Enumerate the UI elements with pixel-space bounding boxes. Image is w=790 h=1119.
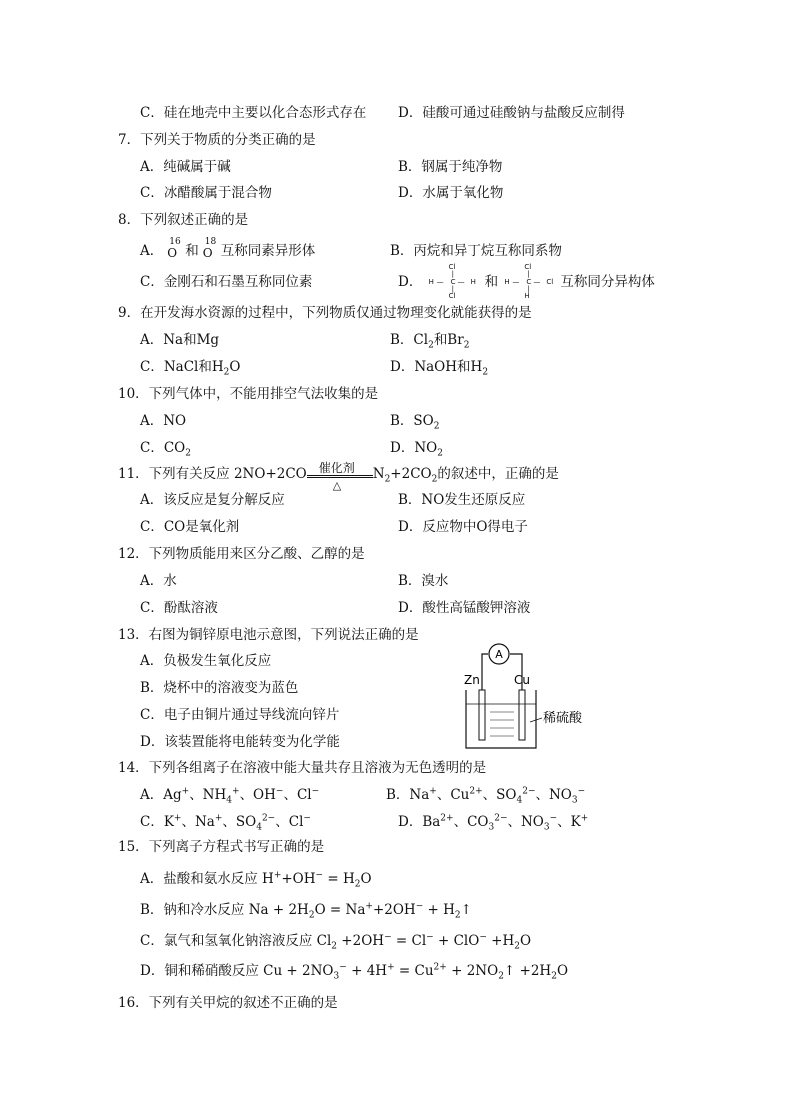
ammeter-label: A	[495, 648, 503, 661]
option-8b: B．丙烷和异丁烷互称同系物	[390, 243, 562, 259]
text: C．氯气和氢氧化钠溶液反应 Cl	[140, 933, 332, 949]
option-14d	[398, 813, 588, 831]
option-text: 互称同素异形体	[220, 243, 316, 259]
subscript: 4	[516, 795, 523, 806]
question-12: 12．下列物质能用来区分乙酸、乙醇的是	[118, 546, 365, 562]
text: D．NO	[390, 440, 438, 456]
option-13d: D．该装置能将电能转变为化学能	[140, 734, 340, 750]
text: ↑	[460, 902, 472, 918]
zinc-electrode	[479, 690, 485, 740]
text: C．K	[140, 814, 174, 830]
subscript: 2	[437, 448, 443, 459]
charge: 2+	[440, 813, 454, 824]
charge: +	[181, 786, 190, 797]
subscript: 2	[454, 910, 461, 921]
text: +OH	[281, 871, 316, 887]
option-11a: A．该反应是复分解反应	[140, 492, 285, 508]
option-9d	[390, 358, 488, 376]
text: +2OH	[372, 902, 416, 918]
bond-right: —	[457, 278, 465, 286]
text: = H	[323, 871, 355, 887]
text: A．盐酸和氨水反应 H	[140, 871, 274, 887]
option-9a: A．Na和Mg	[140, 332, 220, 348]
isotope-o16	[163, 237, 185, 260]
text: 、OH	[239, 787, 276, 803]
text: 的叙述中，正确的是	[437, 466, 559, 482]
option-10a: A．NO	[140, 413, 187, 429]
isotope-o18	[199, 237, 221, 260]
bond-bottom: |	[527, 285, 530, 293]
charge: −	[426, 932, 434, 943]
text: + ClO	[433, 933, 480, 949]
charge: −	[315, 870, 324, 881]
charge: 2+	[469, 786, 483, 797]
charge: −	[577, 786, 586, 797]
atom-top: Cl	[448, 263, 456, 271]
text: + H	[423, 902, 455, 918]
option-12b: B．溴水	[398, 573, 449, 589]
question-10: 10．下列气体中，不能用排空气法收集的是	[118, 386, 379, 402]
atom-top: Cl	[524, 263, 532, 271]
text: 和Br	[433, 332, 464, 348]
mass-number: 18	[204, 237, 217, 247]
charge: 2−	[522, 786, 536, 797]
text: D．铜和稀硝酸反应 Cu + 2NO	[140, 963, 334, 979]
reaction-condition-arrow	[307, 461, 373, 492]
text: 、Cl	[275, 814, 304, 830]
element-symbol: O	[167, 246, 178, 260]
solution-label: 稀硫酸	[543, 711, 583, 726]
subscript: 2	[431, 474, 438, 485]
atom-left: H	[428, 278, 434, 286]
option-15a	[140, 870, 372, 888]
text: 、NH	[189, 787, 227, 803]
charge: +	[232, 786, 240, 797]
structural-formula-2	[502, 263, 560, 300]
bond-left: —	[436, 278, 444, 286]
subscript: 2	[354, 879, 361, 890]
text: C．CO	[140, 440, 186, 456]
subscript: 3	[488, 822, 495, 833]
question-13: 13．右图为铜锌原电池示意图，下列说法正确的是	[118, 627, 419, 643]
option-12d: D．酸性高锰酸钾溶液	[398, 600, 531, 616]
option-9c	[140, 358, 240, 376]
option-12c: C．酚酞溶液	[140, 600, 218, 616]
charge: +	[173, 813, 182, 824]
text: O	[556, 963, 569, 979]
text: +H	[486, 933, 515, 949]
option-10c	[140, 439, 191, 457]
option-12a: A．水	[140, 573, 177, 589]
structural-formula-1	[427, 263, 485, 300]
text: O	[229, 359, 241, 375]
charge: −	[415, 901, 424, 912]
question-8: 8．下列叙述正确的是	[118, 212, 249, 228]
subscript: 3	[571, 795, 578, 806]
text: + 2NO	[446, 963, 499, 979]
charge: −	[275, 786, 284, 797]
connector-text: 和	[185, 243, 199, 259]
catalyst-label: 催化剂	[318, 461, 355, 475]
option-7a: A．纯碱属于碱	[140, 159, 231, 175]
charge: +	[429, 786, 437, 797]
galvanic-cell-diagram	[460, 638, 590, 754]
text: 、Na	[181, 814, 215, 830]
text: B．Cl	[390, 332, 429, 348]
option-14b	[386, 786, 585, 804]
option-7d: D．水属于氧化物	[398, 185, 504, 201]
charge: +	[387, 962, 395, 973]
subscript: 2	[514, 941, 520, 952]
subscript: 2	[331, 941, 338, 952]
option-prefix: A．	[140, 243, 164, 259]
text: = Cu	[394, 963, 434, 979]
charge: +	[273, 870, 282, 881]
subscript: 2	[433, 421, 440, 432]
option-6d: D．硅酸可通过硅酸钠与盐酸反应制得	[398, 105, 625, 121]
heat-symbol: △	[332, 479, 342, 492]
atom-right: H	[470, 278, 476, 286]
text: = Cl	[391, 933, 427, 949]
bond-right: —	[533, 278, 541, 286]
option-14a	[140, 786, 319, 804]
option-8d	[398, 263, 655, 300]
option-13c: C．电子由铜片通过导线流向锌片	[140, 707, 340, 723]
option-8c: C．金刚石和石墨互称同位素	[140, 274, 313, 290]
option-10b	[390, 412, 439, 430]
charge: +	[365, 901, 373, 912]
zinc-label: Zn	[464, 673, 480, 687]
subscript: 2	[428, 340, 434, 351]
text: 、K	[557, 814, 581, 830]
question-14: 14．下列各组离子在溶液中能大量共存且溶液为无色透明的是	[118, 760, 487, 776]
question-15: 15．下列离子方程式书写正确的是	[118, 839, 325, 855]
text: +2OH	[337, 933, 385, 949]
text: D．Ba	[398, 814, 441, 830]
text: + 4H	[346, 963, 388, 979]
text: 、CO	[453, 814, 489, 830]
subscript: 2	[551, 971, 557, 982]
text: A．Ag	[140, 787, 182, 803]
subscript: 2	[384, 474, 391, 485]
option-14c	[140, 813, 311, 831]
subscript: 4	[256, 822, 262, 833]
atom-right: Cl	[546, 278, 554, 286]
option-11c: C．CO是氧化剂	[140, 519, 240, 535]
question-16: 16．下列有关甲烷的叙述不正确的是	[118, 995, 338, 1011]
charge: −	[303, 813, 311, 824]
option-13b: B．烧杯中的溶液变为蓝色	[140, 680, 299, 696]
text: B．钠和冷水反应 Na + 2H	[140, 902, 309, 918]
wire-left	[482, 654, 488, 690]
subscript: 2	[463, 340, 470, 351]
charge: −	[549, 813, 558, 824]
subscript: 2	[185, 448, 191, 459]
text: +2CO	[390, 466, 432, 482]
option-7c: C．冰醋酸属于混合物	[140, 185, 272, 201]
charge: −	[311, 786, 320, 797]
cell-drawing	[460, 638, 590, 754]
charge: −	[384, 932, 392, 943]
text: O	[360, 871, 372, 887]
option-text: 互称同分异构体	[560, 274, 655, 290]
charge: +	[580, 813, 589, 824]
charge: −	[479, 932, 487, 943]
text: 、Cl	[283, 787, 312, 803]
mass-number: 16	[169, 237, 181, 247]
subscript: 3	[333, 971, 340, 982]
atom-left: H	[504, 278, 510, 286]
text: 、SO	[482, 787, 517, 803]
charge: −	[339, 962, 347, 973]
question-9: 9．在开发海水资源的过程中，下列物质仅通过物理变化就能获得的是	[118, 305, 532, 321]
subscript: 3	[543, 822, 550, 833]
text: 11．下列有关反应 2NO+2CO	[118, 466, 307, 482]
atom-center: C	[526, 278, 532, 286]
atom-bottom: Cl	[448, 292, 456, 300]
text: D．NaOH和H	[390, 359, 483, 375]
option-7b: B．钢属于纯净物	[398, 159, 503, 175]
copper-label: Cu	[514, 673, 530, 687]
option-8a	[140, 237, 316, 260]
option-15c	[140, 932, 531, 950]
bond-top: |	[451, 270, 454, 278]
element-symbol: O	[202, 246, 213, 260]
text: 、SO	[222, 814, 257, 830]
text: ↑ +2H	[503, 963, 552, 979]
option-9b	[390, 331, 469, 349]
subscript: 2	[308, 910, 315, 921]
option-15b	[140, 901, 472, 919]
charge: 2−	[261, 813, 276, 824]
text: C．NaCl和H	[140, 359, 224, 375]
question-11	[118, 461, 559, 492]
option-15d	[140, 962, 568, 980]
connector-text: 和	[484, 274, 499, 290]
atom-bottom: H	[524, 292, 530, 300]
option-11d: D．反应物中O得电子	[398, 519, 528, 535]
option-6c: C．硅在地壳中主要以化合态形式存在	[140, 105, 367, 121]
text: B．Na	[386, 787, 430, 803]
option-10d	[390, 439, 443, 457]
text: N	[372, 466, 385, 482]
text: 、NO	[507, 814, 544, 830]
charge: +	[214, 813, 223, 824]
option-11b: B．NO发生还原反应	[398, 492, 526, 508]
copper-electrode	[519, 690, 525, 740]
subscript: 2	[482, 367, 489, 378]
subscript: 2	[223, 367, 230, 378]
text: 、NO	[535, 787, 572, 803]
bond-bottom: |	[451, 285, 454, 293]
atom-center: C	[450, 278, 456, 286]
charge: 2−	[494, 813, 508, 824]
bond-left: —	[512, 278, 520, 286]
text: 、Cu	[436, 787, 470, 803]
subscript: 4	[226, 795, 233, 806]
question-7: 7．下列关于物质的分类正确的是	[118, 132, 316, 148]
subscript: 2	[498, 971, 504, 982]
arrow-line	[307, 475, 373, 476]
bond-top: |	[527, 270, 530, 278]
charge: 2+	[433, 962, 447, 973]
option-prefix: D．	[398, 274, 423, 290]
text: O = Na	[314, 902, 366, 918]
text: O	[519, 933, 532, 949]
option-13a: A．负极发生氧化反应	[140, 653, 272, 669]
text: B．SO	[390, 413, 434, 429]
